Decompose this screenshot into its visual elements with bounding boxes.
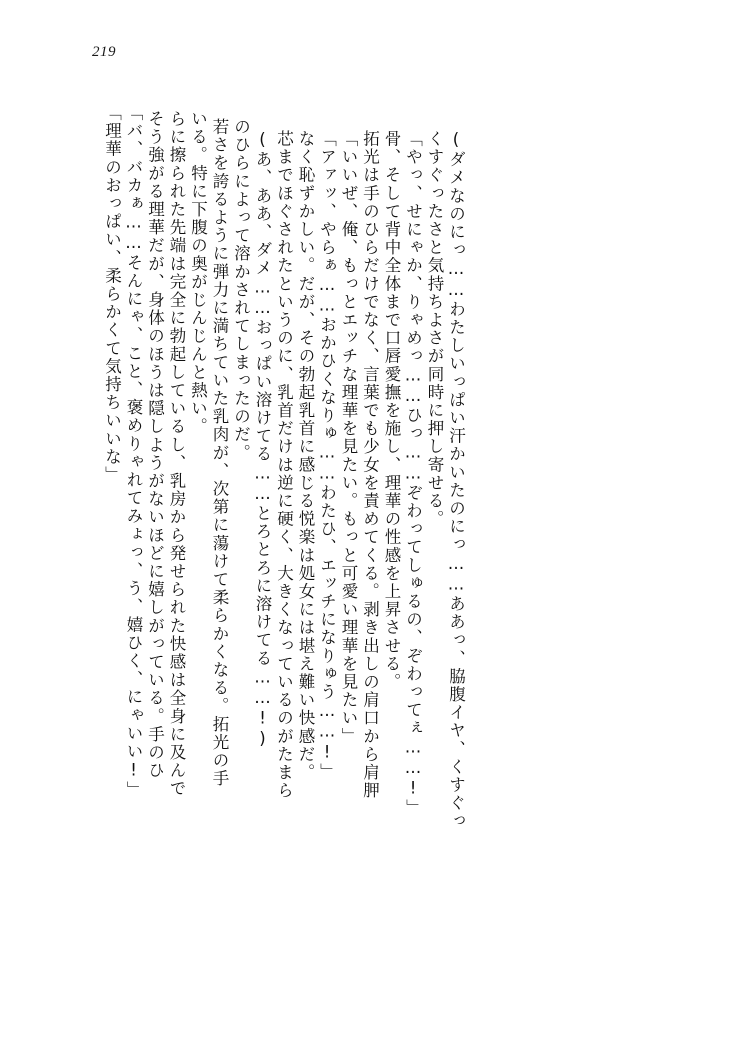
text-column: なく恥ずかしい。だが、その勃起乳首に感じる悦楽は処女には堪え難い快感だ。	[296, 130, 315, 782]
text-column: (ダメなのにっ……わたしいっぱい汗かいたのにっ……ああっ、脇腹イヤ、くすぐっ	[446, 130, 466, 831]
text-column: (あ、ああ、ダメ……おっぱい溶けてる……とろとろに溶けてる……!)	[253, 130, 272, 750]
page-number: 219	[92, 44, 116, 60]
body-text-block	[98, 104, 658, 964]
text-column: 骨、そして背中全体まで口唇愛撫を施し、理華の性感を上昇させる。	[382, 130, 401, 692]
text-column: 「いいぜ、俺、もっとエッチな理華を見たい。もっと可愛い理華を見たい」	[339, 130, 358, 746]
text-column: いる。特に下腹の奥がじんじんと熱い。	[188, 110, 208, 436]
text-column: 拓光は手のひらだけでなく、言葉でも少女を責めてくる。剥き出しの肩口から肩胛	[360, 130, 380, 800]
text-column: 「やっ、せにゃか、りゃめっ……ひっ……ぞわってしゅるの、ぞわってぇ……!」	[403, 130, 423, 818]
text-column: らに擦られた先端は完全に勃起しているし、乳房から発せられた快感は全身に及んで	[167, 110, 186, 798]
text-column: 「アァッ、やらぁ……おかひくなりゅ……わたひ、エッチになりゅう……!」	[317, 130, 337, 781]
text-column: そう強がる理華だが、身体のほうは隠しようがないほどに嬉しがっている。手のひ	[145, 110, 165, 780]
text-column: 芯までほぐされたというのに、乳首だけは逆に硬く、大きくなっているのがたまら	[274, 130, 294, 800]
text-column: 「理華のおっぱい、柔らかくて気持ちいいな」	[102, 104, 122, 485]
text-column: 「バ、バカぁ……そんにゃ、こと、褒めりゃれてみょっ、う、嬉ひく、にゃいい!」	[124, 104, 143, 800]
text-column: 若さを誇るように弾力に満ちていた乳肉が、次第に蕩けて柔らかくなる。拓光の手	[210, 118, 229, 788]
text-column: くすぐったさと気持ちよさが同時に押し寄せる。	[425, 130, 444, 529]
text-column: のひらによって溶かされてしまったのだ。	[231, 118, 251, 462]
